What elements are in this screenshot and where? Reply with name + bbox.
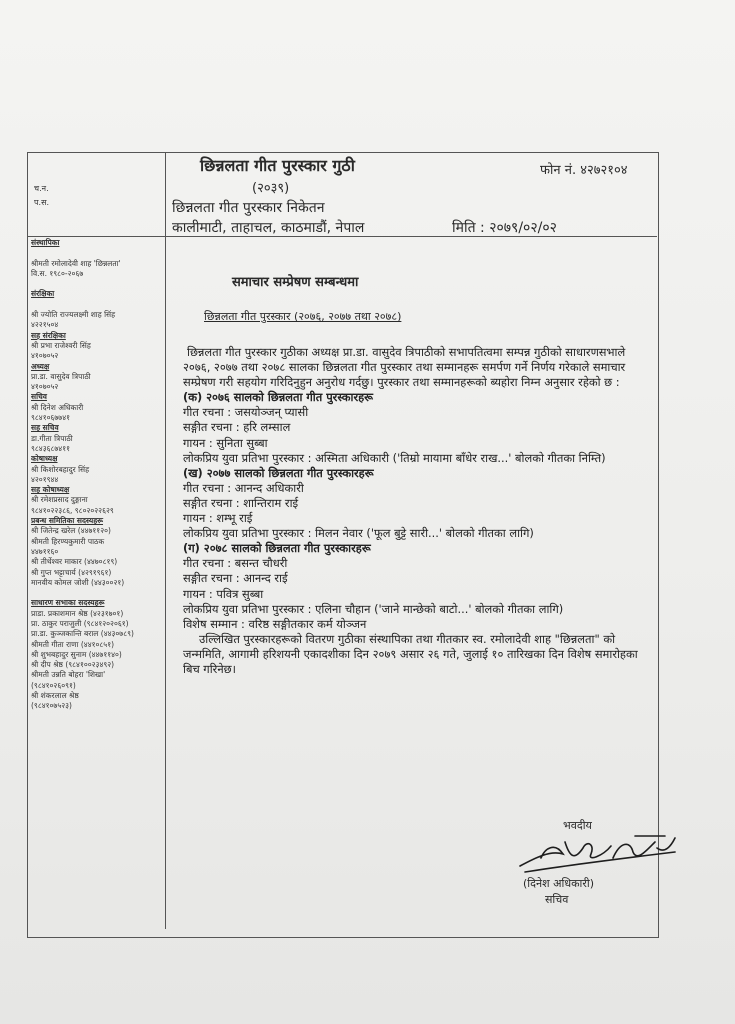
sidebar-entry (31, 300, 163, 310)
sidebar-entry (31, 588, 163, 598)
section-c-youth-award: लोकप्रिय युवा प्रतिभा पुरस्कार : एलिना चौहान ('जाने मान्छेको बाटो...' बोलको गीतका लागि) (183, 601, 564, 616)
sidebar-entry: श्री रमेशप्रसाद दुङ्गाना (31, 495, 88, 505)
yours-faithfully: भवदीय (563, 819, 592, 832)
sidebar-entry: श्रीमती गीता राणा (४४१०८५१) (31, 639, 115, 649)
reference-labels (34, 182, 49, 210)
sidebar-entry: श्री शंकरलाल श्रेष्ठ (31, 691, 79, 701)
sidebar-entry (31, 279, 163, 289)
signature-block (515, 818, 685, 918)
section-c-music: सङ्गीत रचना : आनन्द राई (183, 571, 288, 586)
sidebar-heading: सह सचिव (31, 423, 59, 433)
letter-date: मिति : २०७९/०२/०२ (452, 220, 557, 236)
section-a-heading: (क) २०७६ सालको छिन्नलता गीत पुरस्कारहरू (183, 390, 374, 405)
patra-sankhya-label: प.स. (34, 198, 50, 207)
sidebar-heading: सचिव (31, 392, 47, 402)
section-b-singer: गायन : शम्भू राई (183, 511, 253, 526)
sidebar-heading: संस्थापिका (31, 238, 60, 247)
section-c-lyric: गीत रचना : बसन्त चौधरी (183, 556, 288, 571)
sidebar-heading: कोषाध्यक्ष (31, 454, 58, 464)
letter-subline: छिन्नलता गीत पुरस्कार (२०७६, २०७७ तथा २०७८) (204, 310, 402, 323)
sidebar-entry: (९८४१०२६०९१) (31, 680, 76, 690)
intro-paragraph: छिन्नलता गीत पुरस्कार गुठीका अध्यक्ष प्रा.डा. वासुदेव त्रिपाठीको सभापतित्वमा सम्पन्न गुठीको साधारणसभाले २०७६, २०७७ तथा २०७८ सालका छिन्नलता गीत पुरस्कार तथा सम्मानहरू समर्पण गर्ने निर्णय गरेकाले समाचार सम्प्रेषण गरी सहयोग गरिदिनुहुन अनुरोध गर्दछु। पुरस्कार तथा सम्मानहरूको ब्यहोरा निम्न अनुसार रहेको छ : (183, 345, 626, 390)
sidebar-entry: श्रीमती हिरण्यकुमारी पाठक (31, 536, 105, 546)
sidebar-entry: प्रा.डा. वासुदेव त्रिपाठी (31, 371, 91, 381)
sidebar-entry: श्री जितेन्द्र खरेल (४४७११२०) (31, 526, 111, 536)
address-line-2: कालीमाटी, ताहाचल, काठमाडौं, नेपाल (172, 220, 365, 236)
sidebar-entry: ९८४१०६७७४१ (31, 413, 70, 423)
sidebar-entry: (९८४१०७५२३) (31, 701, 72, 711)
sidebar-divider (165, 152, 166, 929)
sidebar-entry (31, 248, 163, 258)
sidebar-entry: श्री ज्योति राज्यलक्ष्मी शाह सिंह (31, 310, 116, 320)
sidebar-heading: सह कोषाध्यक्ष (31, 485, 70, 495)
sidebar-heading: प्रबन्ध समितिका सदस्यहरू (31, 516, 104, 526)
sidebar-entry: श्रीमती उन्नति बोहरा 'शिखा' (31, 670, 106, 680)
sidebar-entry: प्रा. ठाकुर पराजुली (९८४१२०२०६१) (31, 618, 129, 628)
section-b-youth-award: लोकप्रिय युवा प्रतिभा पुरस्कार : मिलन नेवार ('फूल बुट्टे सारी...' बोलको गीतका लागि) (183, 526, 534, 541)
section-a-youth-award: लोकप्रिय युवा प्रतिभा पुरस्कार : अस्मिता अधिकारी ('तिम्रो मायामा बाँधेर राख...' बोलको गीतका निम्ति) (183, 450, 606, 465)
sidebar-heading: अध्यक्ष (31, 361, 50, 371)
signer-post: सचिव (545, 893, 569, 906)
section-b-music: सङ्गीत रचना : शान्तिराम राई (183, 495, 299, 510)
sidebar-heading: संरक्षिका (31, 289, 55, 299)
sidebar-entry: श्री तीर्थेश्वर माकार (४४७०८१९) (31, 557, 118, 567)
handwritten-signature (515, 828, 680, 878)
address-line-1: छिन्नलता गीत पुरस्कार निकेतन (172, 200, 325, 216)
sidebar-entry: प्रा.डा. कुञ्जकान्ति बराल (४४३०७८९) (31, 629, 134, 639)
sidebar-entry: ४२०१९४४ (31, 474, 59, 484)
section-a-lyric: गीत रचना : जसयोञ्जन् प्यासी (183, 405, 309, 420)
section-a-singer: गायन : सुनिता सुब्बा (183, 435, 268, 450)
sidebar-entry: ४४७११६० (31, 546, 59, 556)
office-bearers-sidebar (31, 238, 163, 712)
sidebar-entry: ९८४१०२२३८६, ९८०२०२२६२९ (31, 505, 114, 515)
sidebar-heading: सह संरक्षिका (31, 330, 66, 340)
sidebar-entry: श्री प्रभा राजेश्वरी सिंह (31, 340, 91, 350)
chalani-label: च.न. (34, 184, 49, 193)
sidebar-entry: श्री दिनेश अधिकारी (31, 402, 84, 412)
sidebar-entry: श्री दीप श्रेष्ठ (९८४१००२३४९२) (31, 660, 115, 670)
sidebar-entry: डा.गीता त्रिपाठी (31, 433, 73, 443)
sidebar-entry: वि.स. १९८०-२०६७ (31, 268, 84, 278)
established-year: (२०३९) (252, 181, 290, 196)
sidebar-entry: ४१०७०५२ (31, 351, 59, 361)
section-b-heading: (ख) २०७७ सालको छिन्नलता गीत पुरस्कारहरू (183, 465, 374, 480)
sidebar-entry: ४२२१५०४ (31, 320, 59, 330)
letter-subject: समाचार सम्प्रेषण सम्बन्धमा (232, 275, 359, 290)
section-a-music: सङ्गीत रचना : हरि लम्साल (183, 420, 291, 435)
signer-name: (दिनेश अधिकारी) (523, 877, 595, 890)
sidebar-entry: श्री गुप्त भट्टाचार्य (४२९१९६१) (31, 567, 112, 577)
sidebar-entry: श्रीमती रमोलादेवी शाह 'छिन्नलता' (31, 258, 121, 268)
special-honour: विशेष सम्मान : वरिष्ठ सङ्गीतकार कर्म योञ्जन (183, 616, 367, 631)
letter-body (183, 345, 653, 677)
sidebar-entry: ९८४३६८७४११ (31, 443, 70, 453)
sidebar-heading: साधारण सभाका सदस्यहरू (31, 598, 105, 608)
org-name: छिन्नलता गीत पुरस्कार गुठी (200, 156, 355, 175)
phone-number: फोन नं. ४२७२१०४ (540, 163, 628, 178)
section-c-singer: गायन : पवित्र सुब्बा (183, 586, 264, 601)
sidebar-entry: मानवीय कोमल जोशी (४४३००२१) (31, 577, 125, 587)
closing-paragraph: उल्लिखित पुरस्कारहरूको वितरण गुठीका संस्थापिका तथा गीतकार स्व. रमोलादेवी शाह "छिन्नलता" को जन्ममिति, आगामी हरिशयनी एकादशीका दिन २०७९ असार २६ गते, जुलाई १० तारिखका दिन विशेष समारोहका बिच गरिनेछ। (183, 631, 638, 676)
sidebar-entry: श्री शुभबहादुर सुनाम (४४७११४०) (31, 649, 122, 659)
section-c-heading: (ग) २०७८ सालको छिन्नलता गीत पुरस्कारहरू (183, 541, 371, 556)
sidebar-entry: प्राडा. प्रकाशमान श्रेष्ठ (४२३१७०१) (31, 608, 124, 618)
sidebar-entry: ४१०७०५२ (31, 382, 59, 392)
sidebar-entry: श्री किशोरबहादुर सिंह (31, 464, 90, 474)
section-b-lyric: गीत रचना : आनन्द अधिकारी (183, 480, 304, 495)
